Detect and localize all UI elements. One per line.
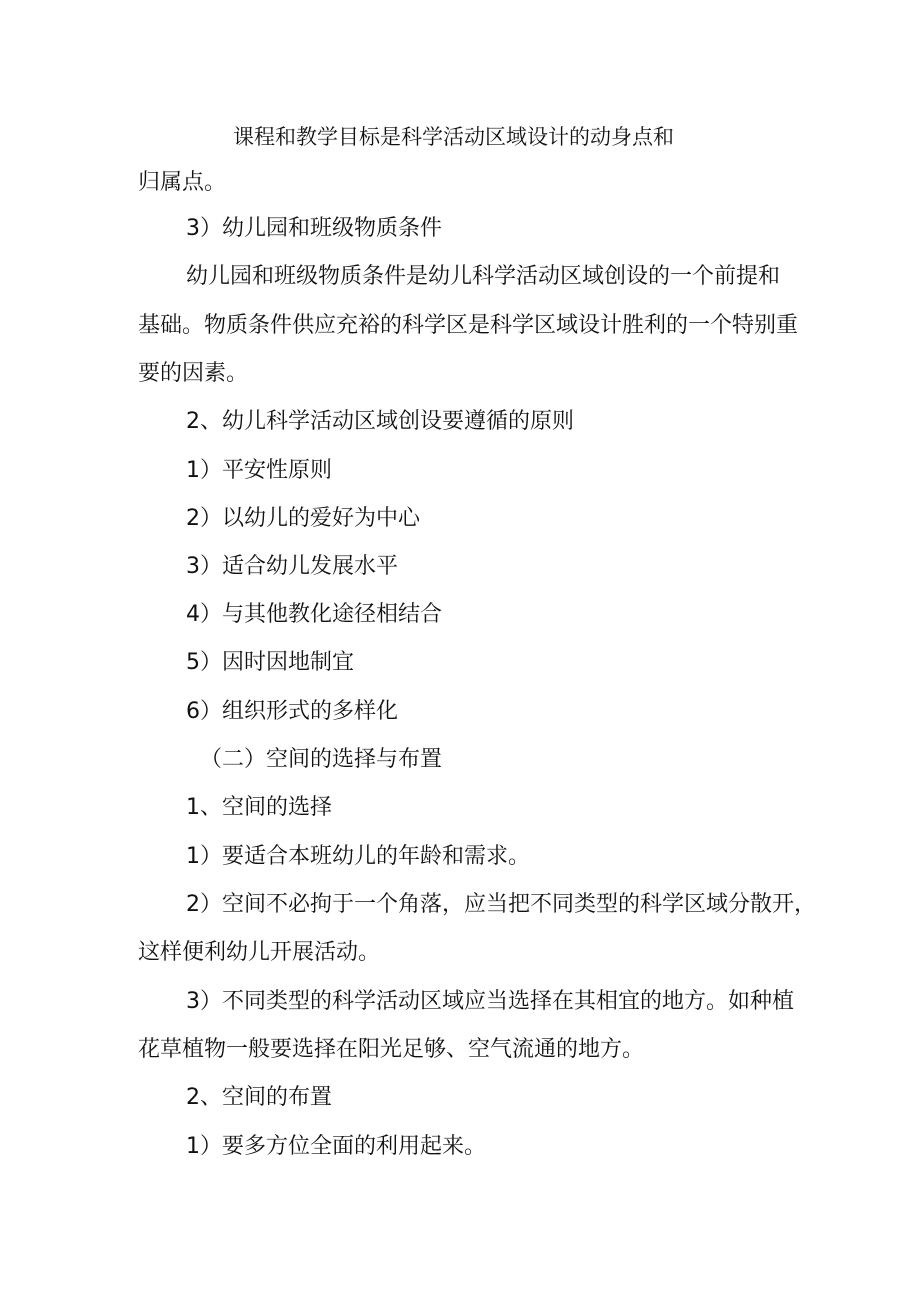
text-line: 花草植物一般要选择在阳光足够、空气流通的地方。 — [138, 1037, 645, 1062]
list-item: 1）要适合本班幼儿的年龄和需求。 — [186, 844, 530, 869]
section-heading: 2、幼儿科学活动区域创设要遵循的原则 — [186, 409, 574, 434]
list-item: 4）与其他教化途径相结合 — [186, 602, 442, 627]
list-item: 2）空间不必拘于一个角落，应当把不同类型的科学区域分散开， — [186, 892, 816, 917]
text-line: 这样便利幼儿开展活动。 — [138, 940, 381, 965]
section-heading: 1、空间的选择 — [186, 795, 332, 820]
chapter-heading: （二）空间的选择与布置 — [200, 747, 443, 772]
text-line: 归属点。 — [138, 170, 227, 195]
section-heading: 2、空间的布置 — [186, 1085, 332, 1110]
list-item: 1）要多方位全面的利用起来。 — [186, 1134, 486, 1159]
text-line: 基础。物质条件供应充裕的科学区是科学区域设计胜利的一个特别重 — [138, 313, 799, 338]
text-line: 要的因素。 — [138, 361, 249, 386]
list-item: 1）平安性原则 — [186, 458, 332, 483]
list-item: 3）适合幼儿发展水平 — [186, 554, 398, 579]
text-line: 幼儿园和班级物质条件是幼儿科学活动区域创设的一个前提和 — [186, 264, 781, 289]
text-line: 课程和教学目标是科学活动区域设计的动身点和 — [233, 125, 674, 149]
list-item: 6）组织形式的多样化 — [186, 699, 398, 724]
list-item: 3）不同类型的科学活动区域应当选择在其相宜的地方。如种植 — [186, 989, 794, 1014]
subheading: 3）幼儿园和班级物质条件 — [186, 216, 442, 241]
list-item: 5）因时因地制宜 — [186, 650, 354, 675]
list-item: 2）以幼儿的爱好为中心 — [186, 506, 420, 531]
